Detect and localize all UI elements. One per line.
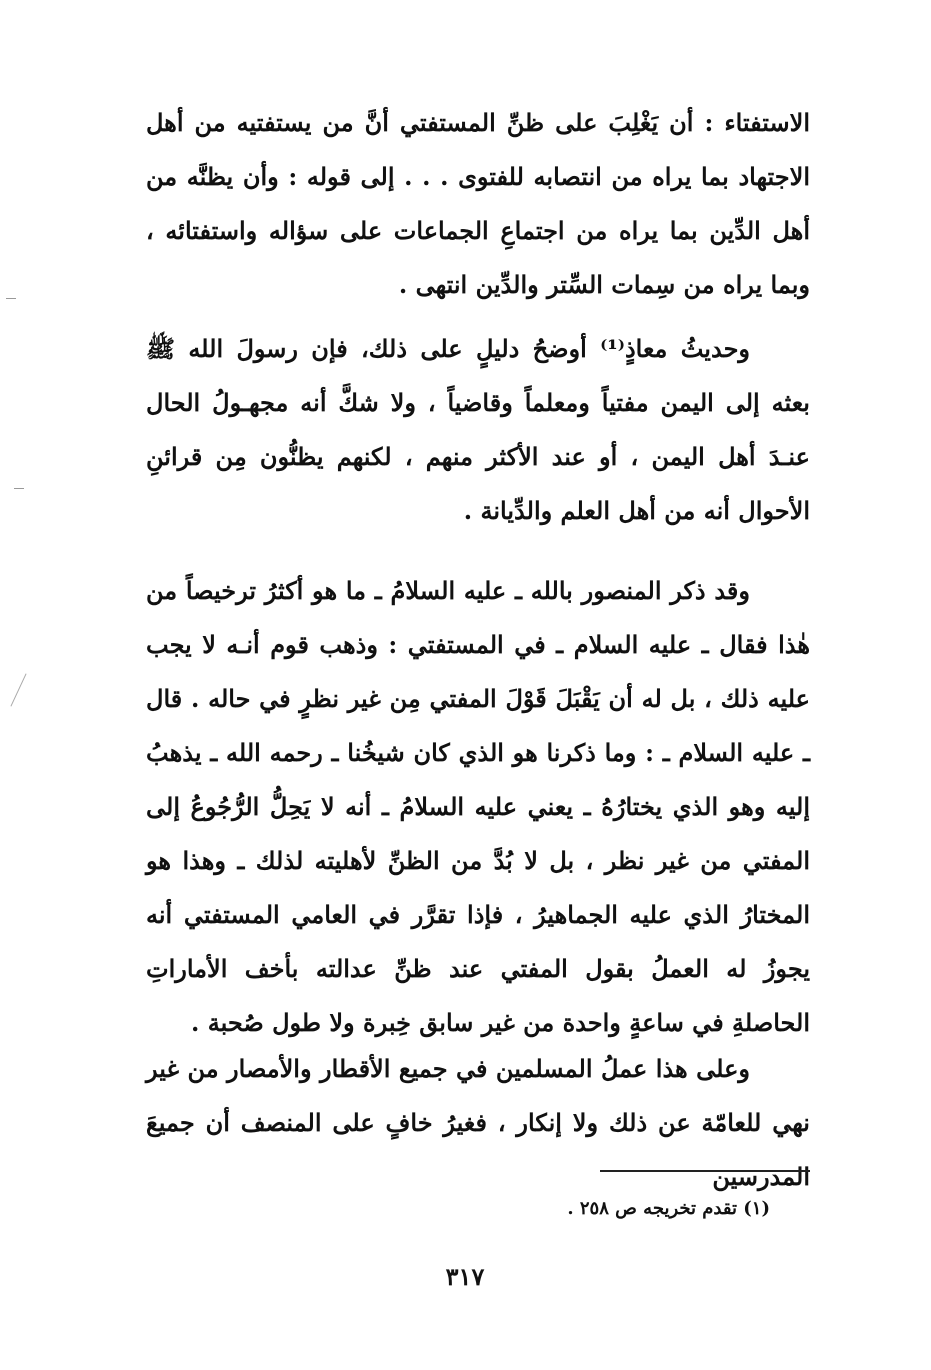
footnote-separator: [600, 1170, 810, 1172]
paragraph-mansur-billah: وقد ذكر المنصور بالله ـ عليه السلامُ ـ ما هو أكثرُ ترخيصاً من هٰذا فقال ـ عليه السلام ـ في المستفتي : وذهب قوم أنـه لا يجب عليه ذلك ، بل له أن يَقْبَلَ قَوْلَ المفتي مِن غير نظرٍ في حاله . قال ـ عليه السلام ـ : وما ذكرنا هو الذي كان شيخُنا ـ رحمه الله ـ يذهبُ إليه وهو الذي يختارُهُ ـ يعني عليه السلامُ ـ أنه لا يَحِلُّ الرُّجُوعُ إلى المفتي من غير نظر ، بل لا بُدَّ من الظنِّ لأهليته لذلك ـ وهذا هو المختارُ الذي عليه الجماهيرُ ، فإذا تقرَّر في العامي المستفتي أنه يجوزُ له العملُ بقول المفتي عند ظنِّ عدالته بأخف الأماراتِ الحاصلةِ في ساعةٍ واحدة من غير سابق خِبرة ولا طول صُحبة .: [146, 576, 810, 1037]
footnote: (١) تقدم تخريجه ص ٢٥٨ .: [567, 1198, 770, 1219]
paragraph-muadh-hadith: وحديثُ معاذٍ⁽¹⁾ أوضحُ دليلٍ على ذلك، فإن رسولَ الله ﷺ بعثه إلى اليمن مفتياً ومعلماً وقاضياً ، ولا شكَّ أنه مجهـولُ الحال عنـدَ أهل اليمن ، أو عند الأكثر منهم ، لكنهم يظنُّون مِن قرائنِ الأحوال أنه من أهل العلم والدِّيانة .: [146, 334, 810, 525]
margin-mark: [6, 298, 16, 299]
paragraph-continuation: الاستفتاء : أن يَغْلِبَ على ظنِّ المستفتي أنَّ من يستفتيه من أهل الاجتهاد بما يراه من انتصابه للفتوى . . . إلى قوله : وأن يظنَّه من أهل الدِّين بما يراه من اجتماعِ الجماعات على سؤاله واستفتائه ، وبما يراه من سِمات السِّتر والدِّين انتهى .: [146, 108, 810, 299]
margin-mark: [10, 673, 26, 706]
page-number: ٣١٧: [445, 1262, 485, 1291]
paragraph-muslims-practice: وعلى هذا عملُ المسلمين في جميع الأقطار والأمصار من غير نهي للعامّة عن ذلك ولا إنكار ، فغيرُ خافٍ على المنصف أن جميعَ المدرسين: [146, 1054, 810, 1191]
margin-mark: [14, 488, 24, 489]
